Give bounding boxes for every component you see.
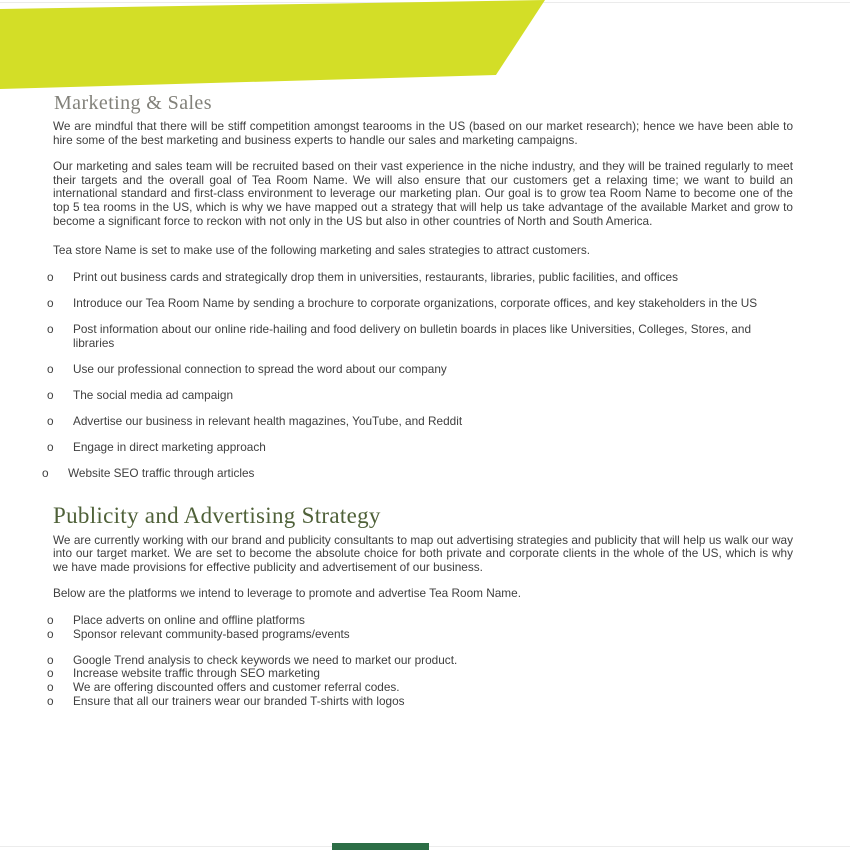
list-item-text: Introduce our Tea Room Name by sending a brochure to corporate organizations, corporate offices, and key stakeholders in the US <box>73 295 758 310</box>
list-item <box>47 363 793 377</box>
list-item <box>47 681 793 695</box>
list-item-text: Place adverts on online and offline platforms <box>73 612 305 627</box>
header-accent-shape <box>0 0 545 92</box>
list-item-text: Engage in direct marketing approach <box>73 439 266 454</box>
document-content <box>42 92 793 709</box>
strategy-bullet-list <box>42 269 793 481</box>
paragraph: We are currently working with our brand and publicity consultants to map out advertising strategies and publicity that will help us walk our way into our target market. We are set to become the absolute choice for both private and corporate clients in the whole of the US, which is why we have made provisions for effective publicity and advertisement of our business. <box>53 532 793 574</box>
list-item-text: Sponsor relevant community-based programs/events <box>73 626 350 641</box>
list-item-text: Print out business cards and strategically drop them in universities, restaurants, libraries, public facilities, and offices <box>73 269 678 284</box>
list-item-text: Google Trend analysis to check keywords we need to market our product. <box>73 652 458 667</box>
list-item-text: Advertise our business in relevant health magazines, YouTube, and Reddit <box>73 413 463 428</box>
section-title-marketing-sales: Marketing & Sales <box>54 92 212 114</box>
section-title-publicity-advertising: Publicity and Advertising Strategy <box>53 502 381 528</box>
bullet-marker: o <box>47 693 54 708</box>
bullet-marker: o <box>47 321 54 336</box>
list-item <box>47 415 793 429</box>
bullet-marker: o <box>47 626 54 641</box>
paragraph: Our marketing and sales team will be recruited based on their vast experience in the niche industry, and they will be trained regularly to meet their targets and the overall goal of Tea Room Name. We will also ensure that our customers get a relaxing time; we want to build an international standard and first-class environment to leverage our marketing plan. Our goal is to grow tea Room Name to become one of the top 5 tea rooms in the US, which is why we have mapped out a strategy that will help us take advantage of the available Market and grow to become a significant force to reckon with not only in the US but also in other countries of North and South America. <box>53 159 793 228</box>
publicity-section <box>47 502 793 709</box>
list-item <box>47 628 793 642</box>
list-item <box>47 323 793 350</box>
list-item <box>42 467 793 481</box>
bullet-marker: o <box>47 295 54 310</box>
bullet-marker: o <box>42 466 49 480</box>
list-item <box>47 695 793 709</box>
list-item <box>47 271 793 285</box>
list-item <box>47 441 793 455</box>
bullet-marker: o <box>47 387 54 402</box>
list-intro: Tea store Name is set to make use of the following marketing and sales strategies to attract customers. <box>53 243 591 258</box>
list-item <box>47 667 793 681</box>
list-item-text: Ensure that all our trainers wear our branded T-shirts with logos <box>73 693 405 708</box>
bullet-marker: o <box>47 269 54 284</box>
list-item-text: Use our professional connection to spread the word about our company <box>73 361 447 376</box>
bullet-marker: o <box>47 666 54 681</box>
list-intro: Below are the platforms we intend to leverage to promote and advertise Tea Room Name. <box>53 586 521 601</box>
platforms-bullet-list-2 <box>47 654 793 709</box>
bullet-marker: o <box>47 439 54 454</box>
paragraph: We are mindful that there will be stiff competition amongst tearooms in the US (based on our market research); hence we have been able to hire some of the best marketing and business experts to handle our sales and marketing campaigns. <box>53 119 793 147</box>
list-item-text: Increase website traffic through SEO marketing <box>73 666 320 681</box>
list-item <box>47 297 793 311</box>
list-item-text: Post information about our online ride-hailing and food delivery on bulletin boards in places like Universities, Colleges, Stores, and libraries <box>73 321 752 350</box>
list-item <box>47 614 793 628</box>
list-item-text: We are offering discounted offers and customer referral codes. <box>73 680 400 695</box>
bullet-marker: o <box>47 612 54 627</box>
list-item-text: Website SEO traffic through articles <box>68 466 255 480</box>
list-item <box>47 654 793 668</box>
footer-accent-bar <box>332 843 429 850</box>
bullet-marker: o <box>47 413 54 428</box>
bullet-marker: o <box>47 680 54 695</box>
bullet-marker: o <box>47 652 54 667</box>
list-item <box>47 389 793 403</box>
list-item-text: The social media ad campaign <box>73 387 234 402</box>
platforms-bullet-list-1 <box>47 614 793 642</box>
bullet-marker: o <box>47 361 54 376</box>
